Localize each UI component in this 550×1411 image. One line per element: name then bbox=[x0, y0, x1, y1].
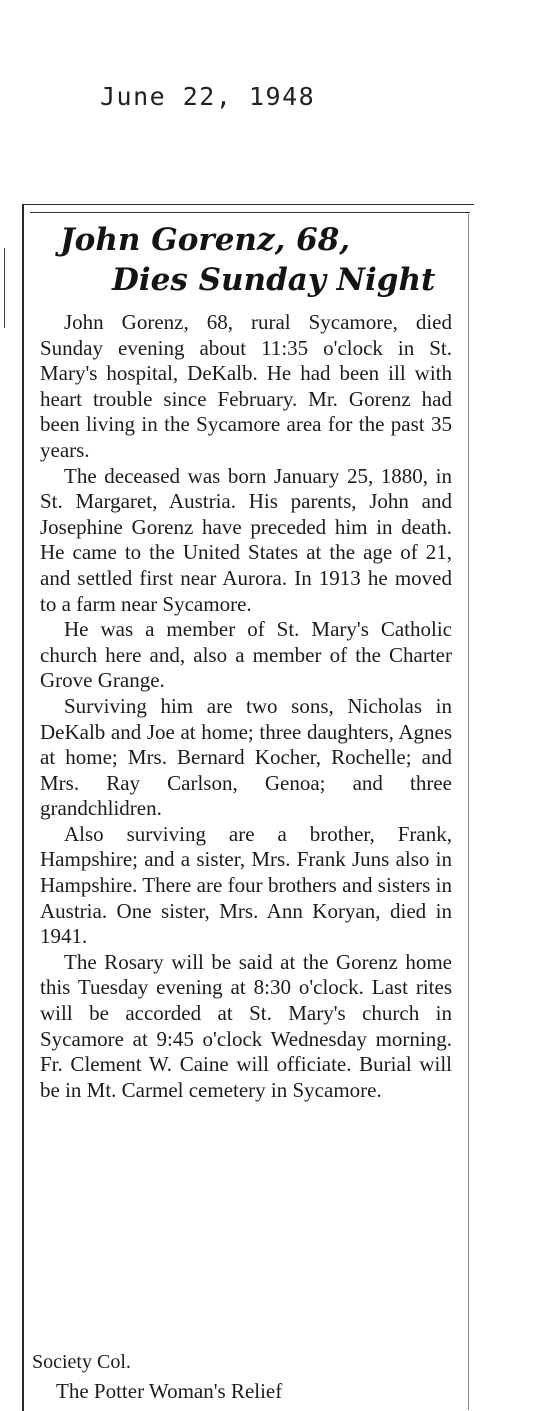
paragraph-survivors-siblings: Also surviving are a brother, Frank, Hampshire; and a sister, Mrs. Frank Juns also in Hampshire. There are four brothers and sisters in Austria. One sister, Mrs. Ann Koryan, died in 1941. bbox=[40, 821, 452, 949]
headline-line-2: Dies Sunday Night bbox=[112, 262, 436, 298]
paragraph-services: The Rosary will be said at the Gorenz home this Tuesday evening at 8:30 o'clock. Last rites will be accorded at St. Mary's church in Sycamore at 9:45 o'clock Wednesday morning. Fr. Clement W. Caine will officiate. Burial will be in Mt. Carmel cemetery in Sycamore. bbox=[40, 949, 452, 1102]
paragraph-membership: He was a member of St. Mary's Catholic church here and, also a member of the Charter Grove Grange. bbox=[40, 617, 452, 693]
column-top-rule bbox=[30, 212, 470, 213]
paragraph-death-notice: John Gorenz, 68, rural Sycamore, died Sunday evening about 11:35 o'clock in St. Mary's hospital, DeKalb. He had been ill with heart trouble since February. Mr. Gorenz had been living in the Sycamore area for the past 35 years. bbox=[40, 310, 452, 462]
page-edge-mark bbox=[4, 248, 5, 328]
clipping-date: June 22, 1948 bbox=[100, 82, 316, 111]
next-article-start: The Potter Woman's Relief bbox=[56, 1379, 283, 1403]
obituary-body bbox=[40, 310, 452, 1103]
headline-line-1: John Gorenz, 68, bbox=[60, 222, 351, 258]
obituary-headline bbox=[60, 220, 470, 300]
paragraph-biography: The deceased was born January 25, 1880, in St. Margaret, Austria. His parents, John and Josephine Gorenz have preceded him in death. He came to the United States at the age of 21, and settled first near Aurora. In 1913 he moved to a farm near Sycamore. bbox=[40, 463, 452, 616]
society-column-label: Society Col. bbox=[32, 1351, 131, 1373]
paragraph-survivors-children: Surviving him are two sons, Nicholas in DeKalb and Joe at home; three daughters, Agnes at home; Mrs. Bernard Kocher, Rochelle; and Mrs. Ray Carlson, Genoa; and three grandchlidren. bbox=[40, 693, 452, 821]
clipping-right-edge bbox=[468, 214, 469, 1410]
